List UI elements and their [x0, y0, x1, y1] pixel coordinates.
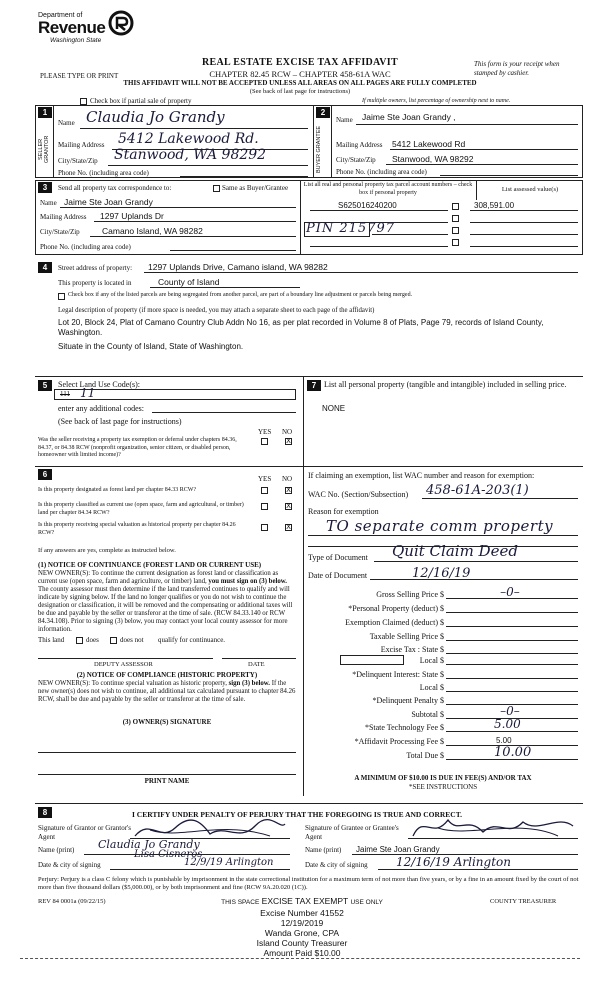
grantee-date-label: Date & city of signing: [305, 861, 368, 869]
excise-state-label: Excise Tax : State $: [380, 645, 444, 654]
grantor-date-label: Date & city of signing: [38, 861, 101, 869]
tax-name-field[interactable]: Jaime Ste Joan Grandy: [64, 197, 153, 207]
exemption-label: If claiming an exemption, list WAC number and reason for exemption:: [308, 471, 535, 480]
doc-type-label: Type of Document: [308, 553, 368, 562]
state-tech-label: *State Technology Fee $: [364, 723, 444, 732]
grantee-date-field[interactable]: 12/16/19 Arlington: [396, 855, 511, 869]
form-chapter: CHAPTER 82.45 RCW – CHAPTER 458-61A WAC: [209, 69, 391, 79]
notice2-title: (2) NOTICE OF COMPLIANCE (HISTORIC PROPERTY): [76, 671, 258, 679]
this-land-label: This land: [38, 636, 65, 644]
parcel-4-checkbox[interactable]: [452, 239, 459, 246]
land-use-label: Select Land Use Code(s):: [58, 380, 140, 389]
section-5-badge: 5: [38, 380, 52, 391]
notice2-body-b: If the new owner(s) does not wish to continue, all additional tax calculated pursuant to chapter 84.26 RCW, shall be due and payable by the seller or transferor at the time of sale.: [38, 680, 296, 703]
seller-mailing-field[interactable]: 5412 Lakewood Rd.: [118, 131, 259, 147]
please-type: PLEASE TYPE OR PRINT: [40, 72, 119, 80]
section-1-badge: 1: [38, 107, 52, 118]
owner-sig-label: (3) OWNER(S) SIGNATURE: [122, 718, 212, 726]
dor-logo: [38, 12, 133, 62]
dept-line1: Department of: [38, 12, 83, 19]
stamp-header: [192, 896, 412, 908]
does-checkbox[interactable]: [76, 637, 83, 644]
local-rate-box: [340, 655, 404, 665]
stamp-title: EXCISE TAX EXEMPT: [261, 896, 349, 906]
personal-deduct-label: *Personal Property (deduct) $: [348, 604, 444, 613]
located-label: This property is located in: [58, 279, 132, 287]
s2-name-label: Name: [336, 116, 353, 124]
s5-q1-no[interactable]: X: [286, 437, 291, 445]
total-due-field[interactable]: 10.00: [494, 745, 532, 760]
form-title: REAL ESTATE EXCISE TAX AFFIDAVIT: [202, 57, 398, 68]
grantor-extra-field[interactable]: Lisa Cisneros: [134, 849, 203, 860]
parcel-3-checkbox[interactable]: [452, 227, 459, 234]
s1-name-label: Name: [58, 119, 75, 127]
s6-q2-yes[interactable]: [261, 503, 268, 510]
grantee-signature[interactable]: [408, 812, 578, 842]
local-label: Local $: [419, 656, 444, 665]
notice1-body-a: NEW OWNER(S): To continue the current designation as forest land or classification as current use (open space, farm and agriculture, or timber) land,: [38, 570, 279, 585]
buyer-name-field[interactable]: Jaime Ste Joan Grandy ,: [362, 112, 456, 122]
s6-q3-yes[interactable]: [261, 524, 268, 531]
deputy-label: DEPUTY ASSESSOR: [94, 661, 153, 668]
notice1-body: [38, 570, 296, 634]
county-treasurer: COUNTY TREASURER: [490, 898, 557, 905]
personal-label: List all personal property (tangible and intangible) included in selling price.: [324, 380, 567, 389]
subtotal-label: Subtotal $: [411, 710, 444, 719]
personal-field[interactable]: NONE: [322, 404, 346, 413]
parcel-2-field[interactable]: PIN 215797: [306, 221, 396, 236]
state-tech-field[interactable]: 5.00: [494, 717, 521, 731]
section-3-badge: 3: [38, 182, 52, 193]
street-label: Street address of property:: [58, 264, 133, 272]
s3-city-label: City/State/Zip: [40, 228, 80, 236]
same-as-buyer-label: Same as Buyer/Grantee: [222, 184, 289, 192]
same-as-buyer-checkbox[interactable]: [213, 185, 220, 192]
grantor-date-field[interactable]: 12/9/19 Arlington: [184, 857, 274, 868]
see-instructions: *SEE INSTRUCTIONS: [408, 783, 478, 791]
s6-q2-no[interactable]: X: [286, 502, 291, 510]
delinquent-interest-label: *Delinquent Interest: State $: [352, 670, 444, 679]
s6-q1: Is this property designated as forest land per chapter 84.33 RCW?: [38, 487, 197, 493]
delinquent-penalty-label: *Delinquent Penalty $: [372, 696, 444, 705]
s1-city-label: City/State/Zip: [58, 157, 98, 165]
affidavit-fee-label: *Affidavit Processing Fee $: [354, 737, 444, 746]
s3-phone-label: Phone No. (including area code): [40, 243, 131, 251]
section-7-badge: 7: [307, 380, 321, 391]
stamp-office: Island County Treasurer: [256, 938, 348, 948]
notice2-body: [38, 680, 296, 704]
s5-no: NO: [282, 428, 293, 436]
print-name-label: PRINT NAME: [144, 777, 190, 785]
section-4-badge: 4: [38, 262, 52, 273]
tax-mailing-field[interactable]: 1297 Uplands Dr: [100, 211, 164, 221]
grantee-name-field[interactable]: Jaime Ste Joan Grandy: [356, 845, 440, 854]
s1-mailing-label: Mailing Address: [58, 141, 105, 149]
grantor-sig-label: Signature of Grantor or Grantor's Agent: [38, 824, 132, 841]
exemption-claimed-label: Exemption Claimed (deduct) $: [345, 618, 444, 627]
treasurer-stamp: [192, 896, 412, 958]
partial-sale-checkbox[interactable]: [80, 98, 87, 105]
doc-date-field[interactable]: 12/16/19: [412, 566, 471, 581]
s6-q3-no[interactable]: X: [286, 523, 291, 531]
does-not-label: does not: [120, 636, 144, 644]
buyer-mailing-field[interactable]: 5412 Lakewood Rd: [392, 139, 466, 149]
s5-q1-yes[interactable]: [261, 438, 268, 445]
affidavit-fee-field[interactable]: 5.00: [496, 736, 512, 745]
does-not-checkbox[interactable]: [110, 637, 117, 644]
buyer-grantee-label: BUYER GRANTEE: [316, 125, 322, 173]
stamp-date: 12/19/2019: [280, 918, 324, 928]
parcel-1-checkbox[interactable]: [452, 203, 459, 210]
form-number: REV 84 0001a (09/22/15): [38, 898, 106, 905]
reason-field[interactable]: TO separate comm property: [326, 517, 554, 535]
wac-field[interactable]: 458-61A-203(1): [426, 483, 529, 498]
s5-yes: YES: [258, 428, 272, 436]
segregated-label: Check box if any of the listed parcels are being segregated from another parcel, are part of a boundary line adjustment or parcels being merged.: [68, 292, 413, 298]
s6-q2: Is this property classified as current use (open space, farm and agricultural, or timber) land per chapter 84.34 RCW?: [38, 502, 244, 516]
s1-phone-label: Phone No. (including area code): [58, 169, 149, 177]
seller-grantor-label: SELLER GRANTOR: [38, 135, 50, 163]
dept-line2: Revenue: [38, 18, 106, 37]
dor-logo-mark-icon: [108, 10, 134, 36]
local2-label: Local $: [419, 683, 444, 692]
s6-no: NO: [282, 475, 293, 483]
minimum-due: A MINIMUM OF $10.00 IS DUE IN FEE(S) AND/OR TAX: [354, 774, 532, 782]
doc-date-label: Date of Document: [308, 571, 368, 580]
notice2-bold: sign (3) below.: [228, 680, 270, 687]
tax-city-field[interactable]: Camano Island, WA 98282: [102, 226, 203, 236]
grantee-name-label: Name (print): [305, 846, 342, 854]
bottom-dashed-line: [20, 958, 580, 959]
reason-label: Reason for exemption: [308, 507, 379, 516]
situate-field[interactable]: Situate in the County of Island, State of Washington.: [58, 342, 244, 351]
segregated-checkbox[interactable]: [58, 293, 65, 300]
perjury-text: Perjury: Perjury is a class C felony which is punishable by imprisonment in the state correctional institution for a maximum term of not more than five years, or by a fine in an amount fixed by the court of not more than five thousand dollars ($5,000.00), or by both imprisonment and fine (RCW 9A.20.020 (1C)).: [38, 876, 579, 891]
taxable-label: Taxable Selling Price $: [369, 632, 444, 641]
stamp-paid: Amount Paid $10.00: [263, 948, 341, 958]
assessed-header: List assessed value(s): [501, 186, 559, 193]
partial-sale-label: Check box if partial sale of property: [90, 97, 192, 105]
s6-q1-no[interactable]: X: [286, 486, 291, 494]
stamp-line1: THIS SPACE: [221, 899, 260, 906]
buyer-city-field[interactable]: Stanwood, WA 98292: [392, 154, 474, 164]
gross-field[interactable]: –0–: [500, 585, 520, 599]
parcel-header: List all real and personal property tax parcel account numbers – check box if personal property: [303, 182, 473, 196]
deputy-date-label: DATE: [248, 661, 265, 668]
form-warning: THIS AFFIDAVIT WILL NOT BE ACCEPTED UNLESS ALL AREAS ON ALL PAGES ARE FULLY COMPLETED: [123, 79, 477, 87]
qualify-label: qualify for continuance.: [158, 636, 226, 644]
s2-mailing-label: Mailing Address: [336, 141, 383, 149]
form-see-back: (See back of last page for instructions): [249, 88, 351, 95]
street-field[interactable]: 1297 Uplands Drive, Camano island, WA 98282: [148, 262, 328, 272]
notice1-bold: you must sign on (3) below.: [208, 578, 287, 585]
does-label: does: [86, 636, 99, 644]
seller-name-field[interactable]: Claudia Jo Grandy: [86, 108, 225, 126]
notice1-title: (1) NOTICE OF CONTINUANCE (FOREST LAND OR CURRENT USE): [38, 561, 262, 569]
legal-label: Legal description of property (if more space is needed, you may attach a separate sheet to each page of the affidavit): [58, 307, 375, 314]
certify-label: I CERTIFY UNDER PENALTY OF PERJURY THAT THE FOREGOING IS TRUE AND CORRECT.: [132, 810, 463, 819]
multiple-owners: If multiple owners, list percentage of ownership next to name.: [362, 98, 511, 104]
s3-mailing-label: Mailing Address: [40, 213, 87, 221]
stamp-name: Wanda Grone, CPA: [264, 928, 340, 938]
s5-q1: Was the seller receiving a property tax exemption or deferral under chapters 84.36, 84.37, or 84.38 RCW (nonprofit organization, senior citizen, or disabled person, homeowner with limited income)?: [38, 437, 237, 458]
total-due-label: Total Due $: [406, 751, 444, 760]
s2-phone-label: Phone No. (including area code): [336, 168, 427, 176]
grantor-name-field[interactable]: Claudia Jo Grandy: [98, 838, 200, 851]
additional-codes: enter any additional codes:: [58, 404, 144, 413]
s6-yes: YES: [258, 475, 272, 483]
section-8-badge: 8: [38, 807, 52, 818]
s3-name-label: Name: [40, 199, 57, 207]
s2-city-label: City/State/Zip: [336, 156, 376, 164]
stamp-use: USE ONLY: [350, 899, 383, 906]
s6-q1-yes[interactable]: [261, 487, 268, 494]
subtotal-field[interactable]: –0–: [500, 704, 520, 718]
notice1-body-b: The county assessor must then determine if the land transferred continues to qualify and will indicate by signing below. If the land no longer qualifies or you do not wish to continue the designation or classification, it will be removed and the compensating or additional taxes will be due and payable by the seller or transferor at the time of sale. (RCW 84.33.140 or RCW 84.34.108). Prior to signing (3) below, you may contact your local county assessor for more information.: [38, 586, 293, 633]
parcel-1-field[interactable]: S625016240200: [338, 201, 397, 210]
parcel-2-checkbox[interactable]: [452, 215, 459, 222]
receipt-note: This form is your receipt when stamped by cashier.: [474, 60, 560, 77]
wac-label: WAC No. (Section/Subsection): [308, 490, 409, 499]
s5-see-back: (See back of last page for instructions): [58, 417, 182, 426]
legal-field[interactable]: Lot 20, Block 24, Plat of Camano Country Club Addn No 16, as per plat recorded in Volume 8 of Plats, Page 79, records of Island County, Washington.: [58, 318, 544, 337]
s6-q3: Is this property receiving special valuation as historical property per chapter 84.26 RCW?: [38, 522, 236, 536]
assessed-1-field[interactable]: 308,591.00: [474, 201, 515, 210]
section-6-badge: 6: [38, 469, 52, 480]
s3-send-label: Send all property tax correspondence to:: [58, 184, 172, 192]
doc-type-field[interactable]: Quit Claim Deed: [392, 542, 518, 560]
grantee-sig-label: Signature of Grantee or Grantee's Agent: [305, 824, 399, 841]
notice2-body-a: NEW OWNER(S): To continue special valuation as historic property,: [38, 680, 227, 687]
stamp-excise: Excise Number 41552: [260, 908, 344, 918]
seller-city-field[interactable]: Stanwood, WA 98292: [114, 147, 267, 163]
land-use-field[interactable]: 11: [80, 386, 96, 400]
section-2-badge: 2: [316, 107, 330, 118]
dept-line3: Washington State: [50, 37, 102, 44]
land-use-struck: 111: [60, 390, 70, 398]
s6-if-any: If any answers are yes, complete as instructed below.: [38, 547, 176, 554]
gross-label: Gross Selling Price $: [376, 590, 444, 599]
grantor-name-label: Name (print): [38, 846, 75, 854]
located-field[interactable]: County of Island: [158, 277, 220, 287]
